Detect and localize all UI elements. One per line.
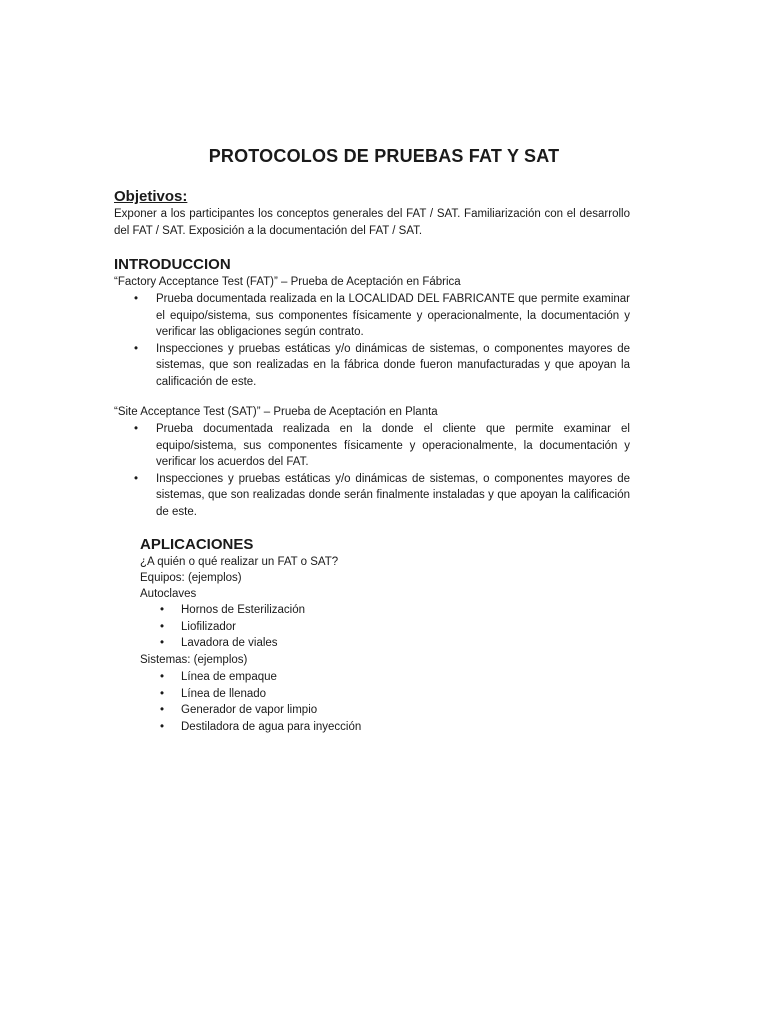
fat-subtitle: “Factory Acceptance Test (FAT)” – Prueba de Aceptación en Fábrica	[114, 276, 461, 288]
sat-bullet-text: Inspecciones y pruebas estáticas y/o dinámicas de sistemas, o componentes mayores de sistemas, que son realizadas donde serán finalmente instaladas y que apoyan la calificación de este.	[156, 472, 630, 518]
aplicaciones-heading: APLICACIONES	[140, 536, 254, 553]
equipos-list	[160, 602, 305, 652]
sistemas-item-text: Destiladora de agua para inyección	[181, 720, 362, 733]
list-item	[134, 421, 630, 471]
sat-subtitle: “Site Acceptance Test (SAT)” – Prueba de Aceptación en Planta	[114, 406, 438, 418]
bullet-icon: •	[134, 342, 139, 355]
bullet-icon: •	[160, 620, 165, 633]
list-item	[160, 619, 305, 636]
equipos-item-text: Hornos de Esterilización	[181, 604, 306, 616]
sistemas-item-text: Línea de empaque	[181, 671, 277, 683]
list-item	[134, 291, 630, 341]
bullet-icon: •	[160, 704, 165, 716]
fat-bullet-text: Inspecciones y pruebas estáticas y/o dinámicas de sistemas, o componentes mayores de sistemas, que son realizadas en la fábrica donde fueron manufacturadas y que apoyan la calificación de este.	[156, 342, 630, 388]
objetivos-heading: Objetivos:	[114, 188, 188, 205]
bullet-icon: •	[160, 637, 165, 649]
list-item	[160, 686, 361, 703]
fat-bullet-list	[134, 291, 630, 390]
sat-bullet-list	[134, 421, 630, 520]
bullet-icon: •	[134, 472, 139, 485]
bullet-icon: •	[160, 671, 165, 683]
list-item	[160, 635, 305, 652]
sat-bullet-text: Prueba documentada realizada en la donde el cliente que permite examinar el equipo/sistema, sus componentes físicamente y operacionalmente, la documentación y verificar los acuerdos del FAT.	[156, 423, 630, 468]
equipos-item-text: Lavadora de viales	[181, 637, 278, 649]
bullet-icon: •	[160, 604, 165, 616]
sistemas-list	[160, 669, 361, 735]
list-item	[160, 602, 305, 619]
list-item	[160, 702, 361, 719]
aplicaciones-question: ¿A quién o qué realizar un FAT o SAT?	[140, 556, 339, 568]
bullet-icon: •	[134, 293, 139, 305]
sistemas-label: Sistemas: (ejemplos)	[140, 654, 248, 666]
sistemas-item-text: Línea de llenado	[181, 687, 267, 700]
list-item	[134, 341, 630, 391]
fat-bullet-text: Prueba documentada realizada en la LOCALIDAD DEL FABRICANTE que permite examinar el equipo/sistema, sus componentes físicamente y operacionalmente, la documentación y verificar las obligaciones según contrato.	[156, 293, 630, 338]
equipos-label: Equipos: (ejemplos)	[140, 572, 242, 584]
bullet-icon: •	[134, 423, 139, 435]
bullet-icon: •	[160, 687, 165, 700]
autoclaves-label: Autoclaves	[140, 588, 197, 600]
sistemas-item-text: Generador de vapor limpio	[181, 704, 318, 716]
introduccion-heading: INTRODUCCION	[114, 256, 231, 273]
objetivos-text: Exponer a los participantes los conceptos generales del FAT / SAT. Familiarización con el desarrollo del FAT / SAT. Exposición a la documentación del FAT / SAT.	[114, 208, 630, 237]
bullet-icon: •	[160, 720, 165, 733]
list-item	[134, 471, 630, 521]
list-item	[160, 669, 361, 686]
list-item	[160, 719, 361, 736]
page-title: PROTOCOLOS DE PRUEBAS FAT Y SAT	[208, 146, 560, 166]
equipos-item-text: Liofilizador	[181, 620, 236, 633]
